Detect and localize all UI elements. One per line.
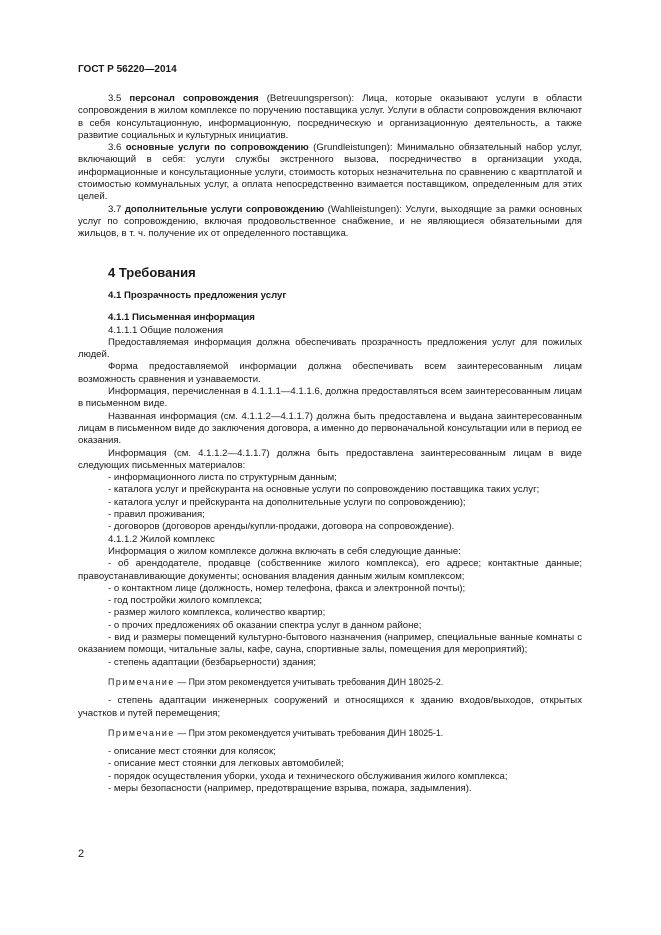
subsection-4-1-title: 4.1 Прозрачность предложения услуг	[108, 290, 287, 301]
list-item: - порядок осуществления уборки, ухода и технического обслуживания жилого комплекса;	[108, 770, 508, 782]
list-item: - степень адаптации (безбарьерности) здания;	[108, 656, 317, 668]
list-item: - договоров (договоров аренды/купли-продажи, договора на сопровождение).	[108, 521, 455, 533]
list-item: - степень адаптации инженерных сооружений и относящихся к зданию входов/выходов, открытых участков и путей перемещения;	[78, 695, 582, 719]
list-item: - о контактном лице (должность, номер телефона, факса и электронной почты);	[108, 582, 466, 594]
paragraph: Информация о жилом комплексе должна включать в себя следующие данные:	[108, 545, 461, 557]
definitions-block	[78, 93, 582, 241]
page-number: 2	[78, 848, 85, 860]
clause-4-1-1-1: 4.1.1.1 Общие положения	[108, 324, 224, 336]
term: персонал сопровождения	[129, 93, 259, 104]
list-item: - о прочих предложениях об оказании спектра услуг в данном районе;	[108, 619, 422, 631]
note-2: Примечание — При этом рекомендуется учитывать требования ДИН 18025-1.	[108, 727, 444, 738]
list-item: - меры безопасности (например, предотвращение взрыва, пожара, задымления).	[108, 782, 472, 794]
subsection-4-1-1-title: 4.1.1 Письменная информация	[108, 312, 255, 324]
list-item: - описание мест стоянки для легковых автомобилей;	[108, 758, 344, 770]
list-item: - год постройки жилого комплекса;	[108, 595, 263, 607]
term: дополнительные услуги сопровождению	[124, 203, 325, 215]
definition-3-7: 3.7 дополнительные услуги сопровождению (Wahlleistungen): Услуги, выходящие за рамки основных услуг по сопровождению, включая продовольственное снабжение, и не являющиеся обязательными для жильцов, в т. ч. получение их от определенного поставщика.	[78, 203, 582, 240]
term: основные услуги по сопровождению	[125, 142, 309, 154]
section-4-title: 4 Требования	[108, 265, 196, 280]
paragraph: Форма предоставляемой информации должна обеспечивать всем заинтересованным лицам возможность сравнения и узнаваемости.	[78, 361, 582, 385]
list-item: - вид и размеры помещений культурно-бытового назначения (например, специальные ванные комнаты с оказанием помощи, читальные залы, кафе, сауна, спортивные залы, помещения для мероприятий);	[78, 632, 582, 656]
paragraph: Информация, перечисленная в 4.1.1.1—4.1.1.6, должна предоставляться всем заинтересованным лицам в письменном виде.	[78, 386, 582, 410]
list-item: - каталога услуг и прейскуранта на дополнительные услуги по сопровождению);	[108, 496, 466, 508]
standard-header: ГОСТ Р 56220—2014	[78, 64, 177, 75]
list-item: - описание мест стоянки для колясок;	[108, 746, 276, 758]
list-item: - размер жилого комплекса, количество квартир;	[108, 607, 326, 619]
list-item: - об арендодателе, продавце (собственнике жилого комплекса), его адресе; контактные данные; правоустанавливающие документы; основания владения данным жилым комплексом;	[78, 558, 582, 582]
definition-3-6: 3.6 основные услуги по сопровождению (Grundleistungen): Минимально обязательный набор услуг, включающий в себя: услуги службы экстренного вызова, посредничество в организации ухода, информационные и консультационные услуги, стоимость которых незначительна по сравнению с квартплатой и стоимостью коммунальных услуг, а оплата непосредственно взимается поставщиком, определенным для этих целей.	[78, 142, 582, 203]
list-item: - каталога услуг и прейскуранта на основные услуги по сопровождению поставщика таких услуг;	[108, 484, 540, 496]
definition-3-5: 3.5 персонал сопровождения (Betreuungsperson): Лица, которые оказывают услуги в области сопровождения в жилом комплексе по поручению поставщика услуг. Услуги в области сопровождения включают в себя консультационную, информационную, посредническую и организационную деятельность, а также развитие социальных и культурных инициатив.	[78, 93, 583, 141]
section-4-body	[78, 290, 582, 795]
paragraph: Предоставляемая информация должна обеспечивать прозрачность предложения услуг для пожилых людей.	[78, 336, 582, 361]
paragraph: Информация (см. 4.1.1.2—4.1.1.7) должна быть предоставлена заинтересованным лицам в виде следующих письменных материалов:	[78, 447, 582, 471]
note-1: Примечание — При этом рекомендуется учитывать требования ДИН 18025-2.	[108, 676, 444, 687]
list-item: - правил проживания;	[108, 509, 205, 521]
clause-4-1-1-2: 4.1.1.2 Жилой комплекс	[108, 533, 215, 545]
paragraph: Названная информация (см. 4.1.1.2—4.1.1.7) должна быть предоставлена и выдана заинтересованным лицам в письменном виде до заключения договора, а именно до первоначальной консультации или в период ее оказания.	[78, 410, 582, 447]
list-item: - информационного листа по структурным данным;	[108, 472, 337, 484]
